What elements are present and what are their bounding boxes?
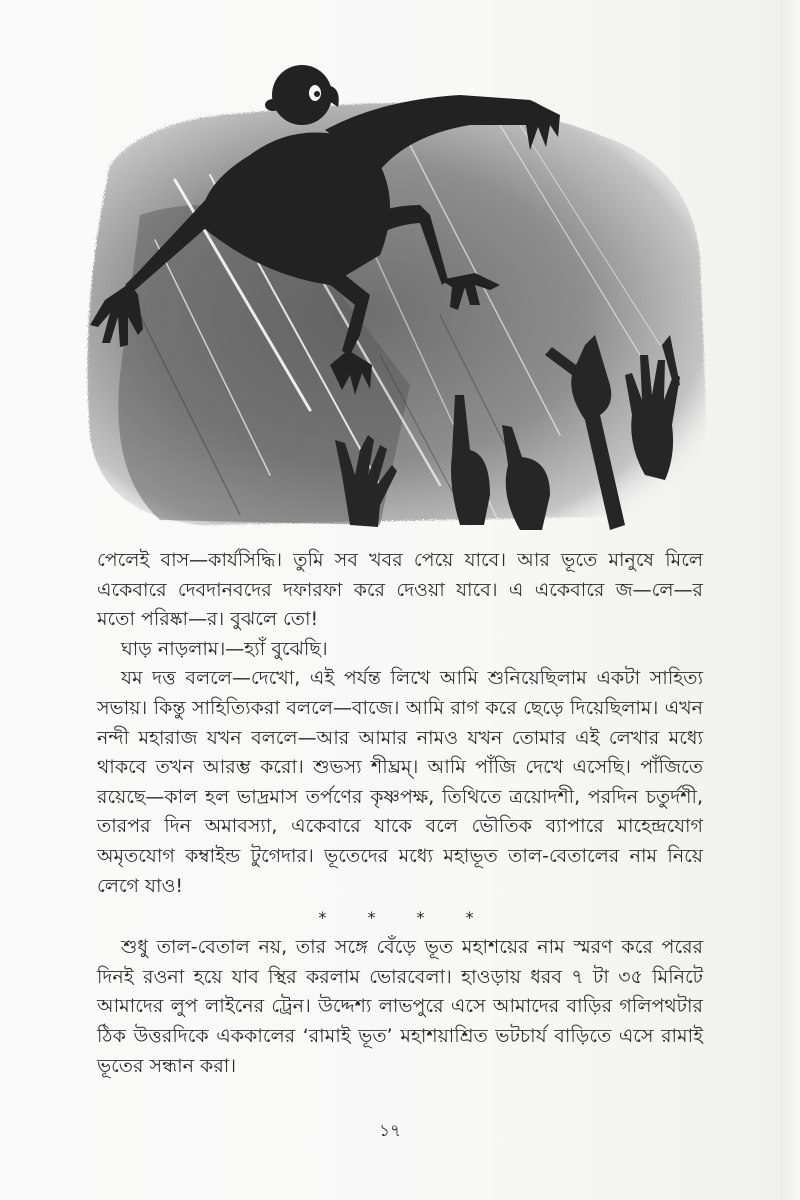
paragraph-3: যম দত্ত বললে—দেখো, এই পর্যন্ত লিখে আমি শুনিয়েছিলাম একটা সাহিত্য সভায়। কিন্তু সাহিত্যিকরা বললে—বাজে। আমি রাগ করে ছেড়ে দিয়েছিলাম। এখন নন্দী মহারাজ যখন বললে—আর আমার নামও যখন তোমার এই লেখার মধ্যে থাকবে তখন আরম্ভ করো। শুভস্য শীঘ্রম্। আমি পাঁজি দেখে এসেছি। পাঁজিতে রয়েছে—কাল হল ভাদ্রমাস তর্পণের কৃষ্ণপক্ষ, তিথিতে ত্রয়োদশী, পরদিন চতুর্দশী, তারপর দিন অমাবস্যা, একেবারে যাকে বলে ভৌতিক ব্যাপারে মাহেন্দ্রযোগ অমৃতযোগ কম্বাইন্ড টুগেদার। ভূতেদের মধ্যে মহাভূত তাল-বেতালের নাম নিয়ে লেগে যাও! xyxy=(97,667,703,897)
paragraph-4: শুধু তাল-বেতাল নয়, তার সঙ্গে বেঁড়ে ভূত মহাশয়ের নাম স্মরণ করে পরের দিনই রওনা হয়ে যাব স্থির করলাম ভোরবেলা। হাওড়ায় ধরব ৭ টা ৩৫ মিনিটে আমাদের লুপ লাইনের ট্রেন। উদ্দেশ্য লাভপুরে এসে আমাদের বাড়ির গলিপথটার ঠিক উত্তরদিকে এককালের ‘রামাই ভূত’ মহাশয়াশ্রিত ভটচার্য বাড়িতে এসে রামাই ভূতের সন্ধান করা। xyxy=(97,936,703,1077)
ghost-flying-with-hands-image xyxy=(80,55,715,530)
page-edge xyxy=(780,0,800,1200)
ghost-illustration xyxy=(80,55,715,530)
paragraph-2: ঘাড় নাড়লাম।—হ্যাঁ বুঝেছি। xyxy=(121,637,328,660)
page-number: ১৭ xyxy=(378,1121,402,1141)
paragraph-1: পেলেই বাস—কার্যসিদ্ধি। তুমি সব খবর পেয়ে যাবে। আর ভূতে মানুষে মিলে একেবারে দেবদানবদের দফারফা করে দেওয়া যাবে। এ একেবারে জ—লে—র মতো পরিষ্কা—র। বুঝলে তো! xyxy=(97,549,703,631)
section-separator: * * * * xyxy=(318,908,492,928)
story-text xyxy=(97,546,703,1081)
